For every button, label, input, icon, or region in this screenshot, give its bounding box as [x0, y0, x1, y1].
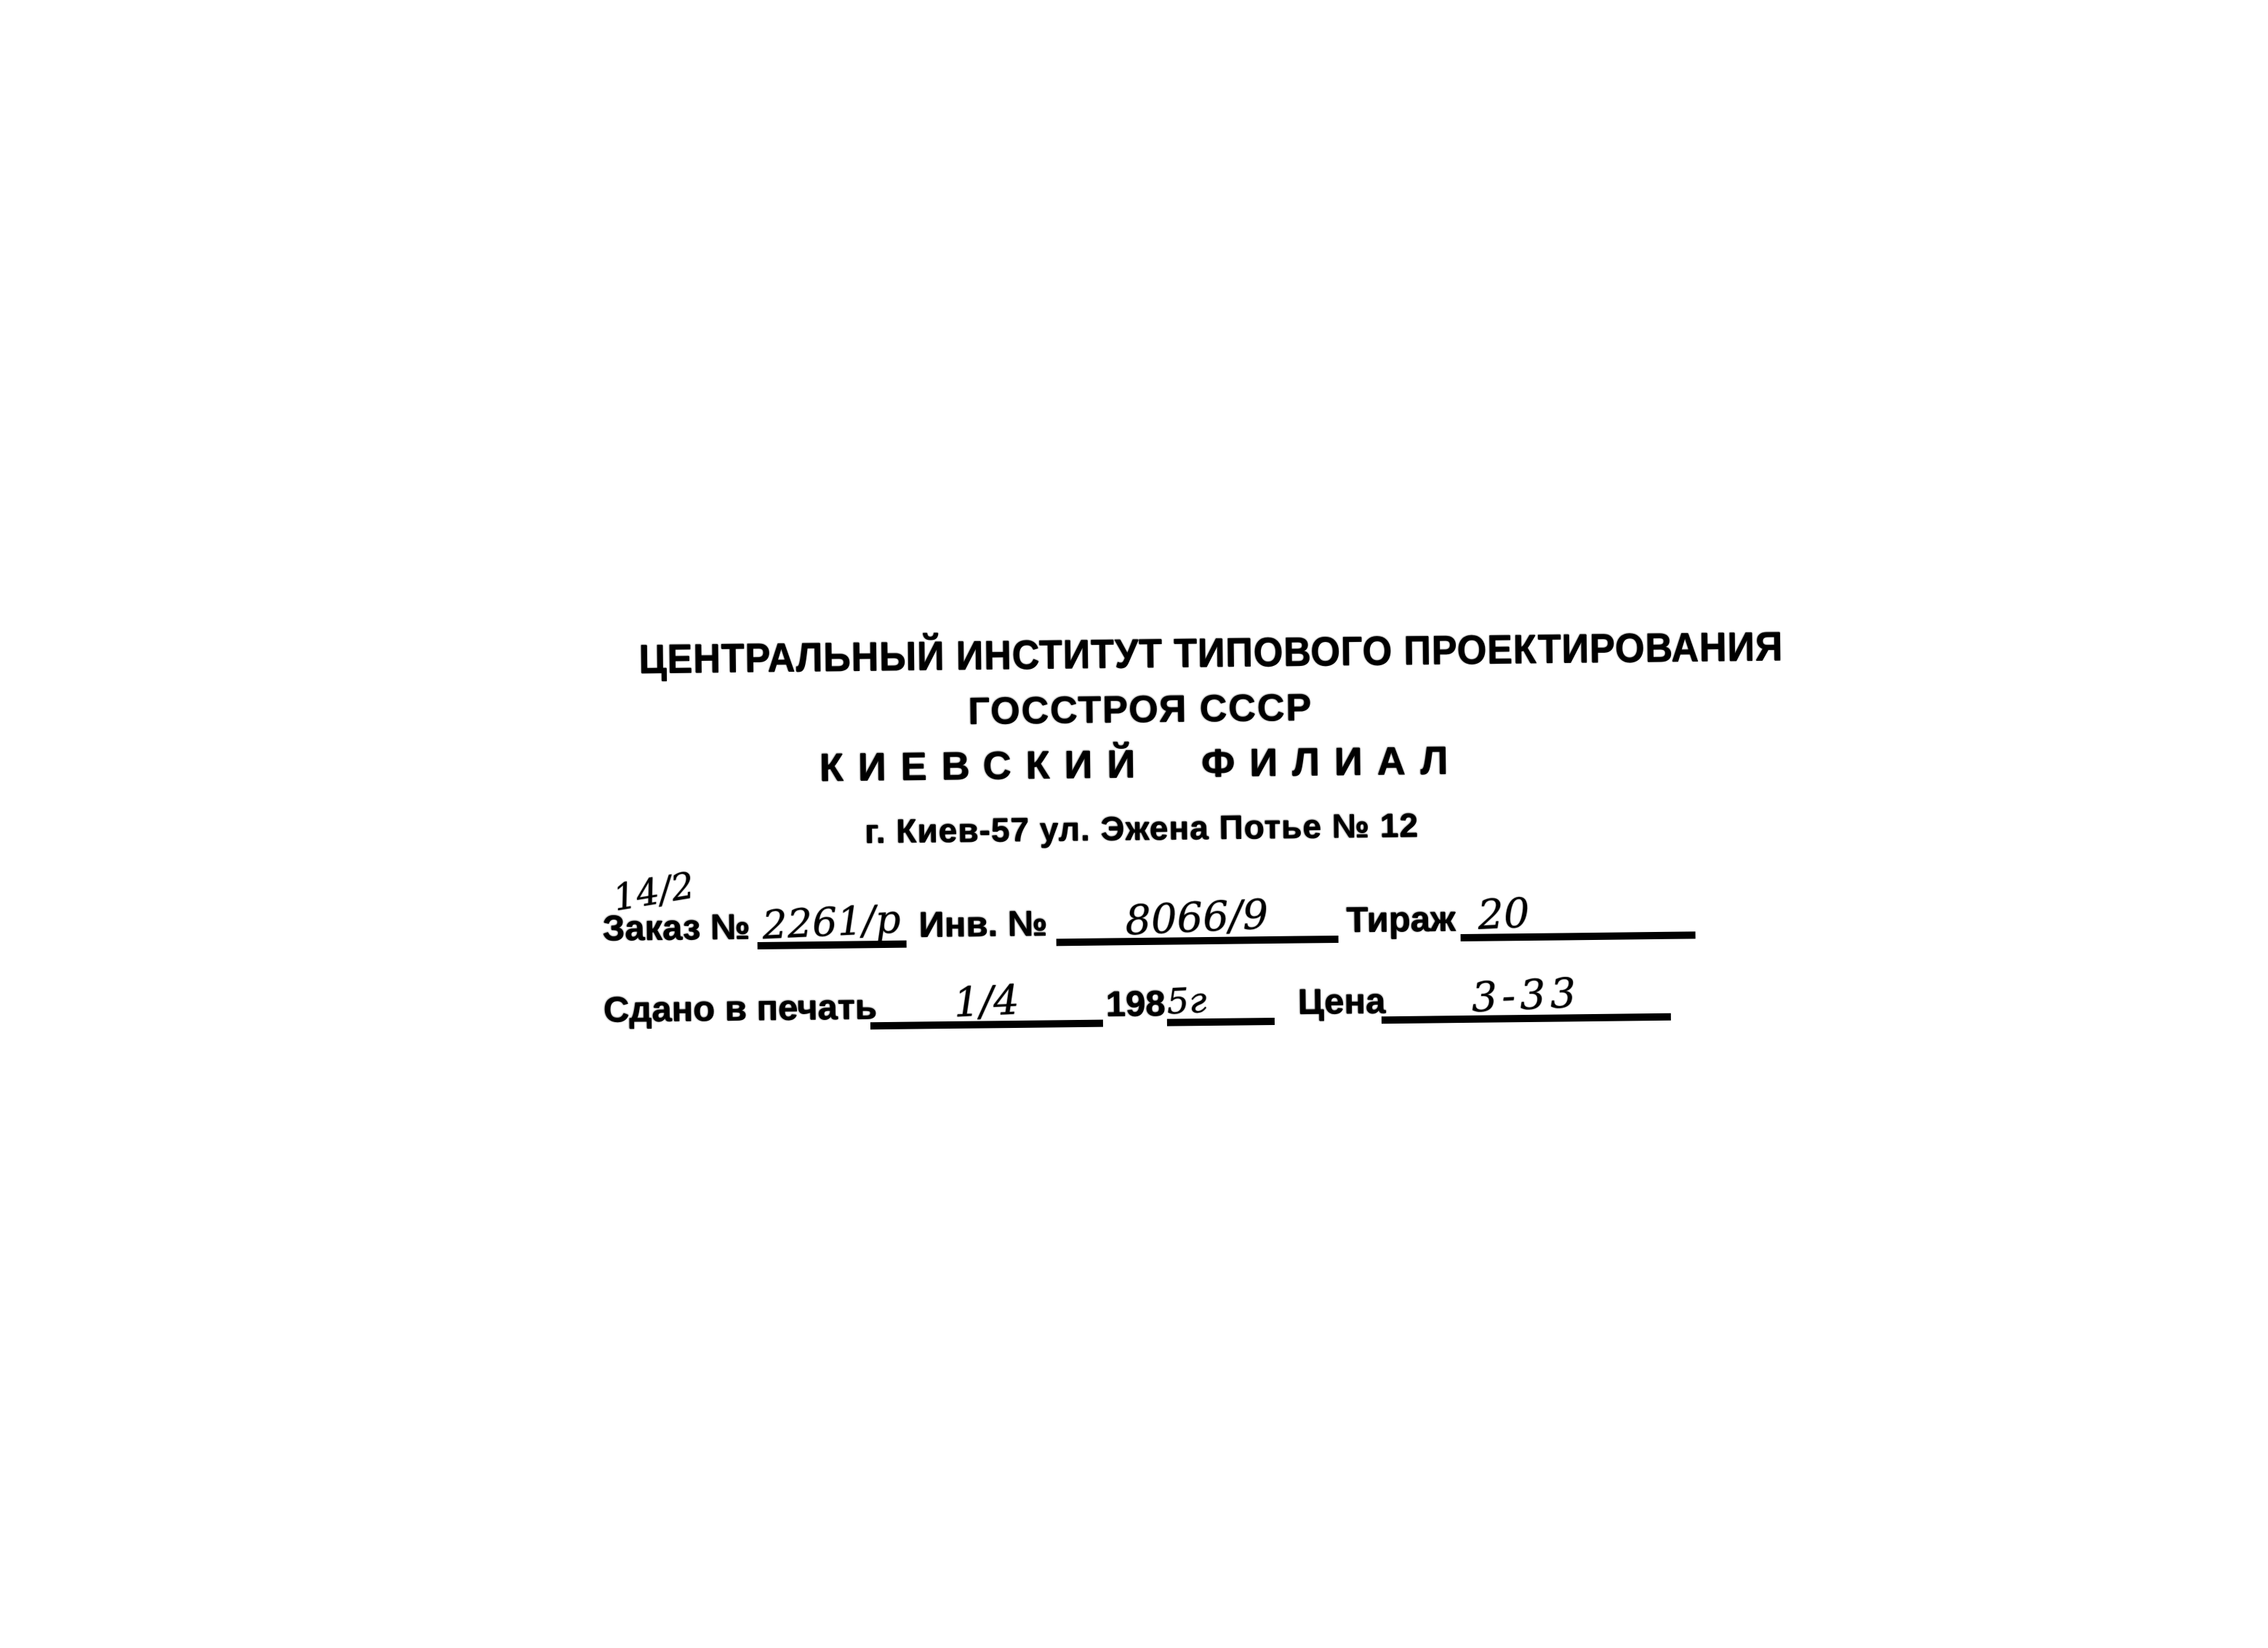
inventory-value: 8066/9	[1124, 891, 1270, 945]
inventory-label: Инв. №	[918, 904, 1048, 945]
print-run-value-underline	[1460, 889, 1696, 941]
price-value: 3-33	[1470, 969, 1582, 1022]
price-label: Цена	[1297, 981, 1386, 1022]
year-value-underline	[1166, 980, 1275, 1026]
inventory-value-underline	[1056, 891, 1339, 946]
year-value: 5г	[1166, 980, 1208, 1023]
institute-name-text: ЦЕНТРАЛЬНЫЙ ИНСТИТУТ ТИПОВОГО ПРОЕКТИРОВАНИЯ	[638, 622, 1784, 682]
handwritten-note: 14/2	[609, 864, 698, 920]
sent-to-print-label: Сдано в печать	[603, 987, 878, 1030]
org-name: ГОССТРОЯ СССР	[967, 686, 1313, 733]
year-prefix: 198	[1105, 984, 1166, 1024]
branch-name: КИЕВСКИЙ ФИЛИАЛ	[819, 738, 1463, 790]
address-line: г. Киев-57 ул. Эжена Потье № 12	[864, 805, 1419, 851]
sent-to-print-value-underline	[870, 976, 1103, 1029]
print-date-row	[603, 969, 1671, 1033]
order-value: 2261/р	[761, 896, 902, 948]
order-label: Заказ №	[602, 907, 750, 949]
print-run-value: 20	[1476, 889, 1531, 939]
sent-to-print-value: 1/4	[953, 976, 1021, 1027]
price-value-underline	[1381, 969, 1671, 1024]
order-value-underline	[757, 896, 907, 949]
print-run-label: Тираж	[1346, 899, 1456, 940]
order-info-row	[602, 889, 1696, 951]
institute-name	[596, 622, 1784, 683]
